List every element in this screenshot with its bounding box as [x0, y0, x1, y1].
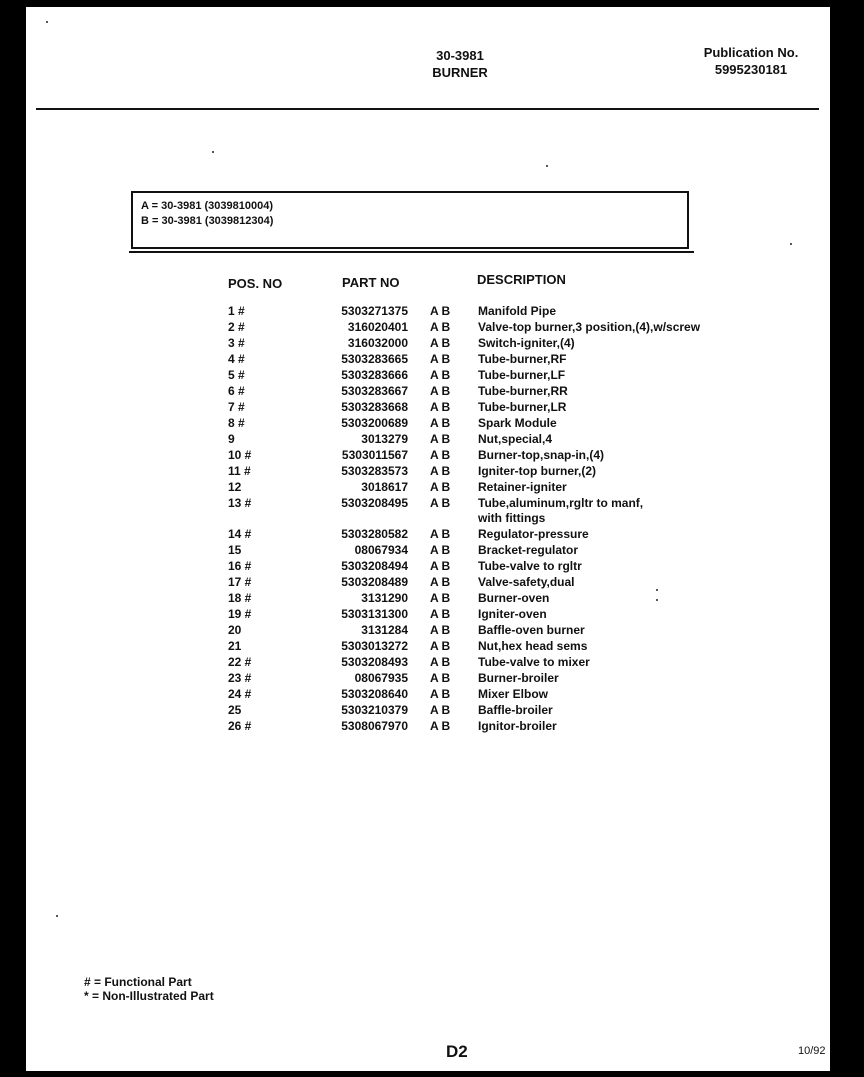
- applicability-cell: A B: [430, 655, 451, 669]
- applicability-cell: A B: [430, 719, 451, 733]
- description-cell: Baffle-broiler: [478, 703, 553, 717]
- legend-non-illustrated: * = Non-Illustrated Part: [84, 989, 214, 1003]
- description-cell: Tube,aluminum,rgltr to manf,: [478, 496, 644, 510]
- applicability-cell: A B: [430, 575, 451, 589]
- pos-cell: 13 #: [228, 496, 252, 510]
- applicability-cell: A B: [430, 352, 451, 366]
- scan-speck: [56, 915, 58, 917]
- description-cell: Burner-broiler: [478, 671, 559, 685]
- applicability-cell: A B: [430, 480, 451, 494]
- description-cell: Nut,hex head sems: [478, 639, 588, 653]
- applicability-cell: A B: [430, 304, 451, 318]
- description-cell: Igniter-oven: [478, 607, 547, 621]
- pos-cell: 23 #: [228, 671, 252, 685]
- model-number: 30-3981: [436, 48, 484, 63]
- scan-speck: [656, 589, 658, 591]
- pos-cell: 2 #: [228, 320, 245, 334]
- part-number-cell: 5303208640: [341, 687, 408, 701]
- description-cell: Burner-oven: [478, 591, 550, 605]
- pos-cell: 9: [228, 432, 235, 446]
- description-column-header: DESCRIPTION: [477, 272, 566, 287]
- applicability-cell: A B: [430, 591, 451, 605]
- part-number-cell: 08067934: [354, 543, 408, 557]
- scan-speck: [546, 165, 548, 167]
- description-cell: Tube-burner,LF: [478, 368, 566, 382]
- applicability-cell: A B: [430, 400, 451, 414]
- applicability-cell: A B: [430, 432, 451, 446]
- part-number-cell: 3131284: [361, 623, 408, 637]
- pos-cell: 24 #: [228, 687, 252, 701]
- applicability-cell: A B: [430, 687, 451, 701]
- pos-cell: 6 #: [228, 384, 245, 398]
- description-cell: Valve-safety,dual: [478, 575, 575, 589]
- page-number: D2: [446, 1042, 468, 1061]
- applicability-cell: A B: [430, 527, 451, 541]
- part-number-cell: 5308067970: [341, 719, 408, 733]
- variant-b: B = 30-3981 (3039812304): [141, 215, 274, 227]
- part-number-cell: 5303271375: [341, 304, 408, 318]
- part-number-cell: 316032000: [347, 336, 408, 350]
- variant-box-underline: [129, 251, 694, 253]
- description-cell: with fittings: [478, 511, 546, 525]
- description-cell: Bracket-regulator: [478, 543, 579, 557]
- part-number-cell: 5303208494: [341, 559, 408, 573]
- part-number-cell: 3018617: [361, 480, 408, 494]
- parts-list-page: [26, 7, 830, 1071]
- pos-cell: 17 #: [228, 575, 252, 589]
- pos-cell: 15: [228, 543, 242, 557]
- applicability-cell: A B: [430, 416, 451, 430]
- scan-speck: [790, 243, 792, 245]
- part-number-cell: 3131290: [361, 591, 408, 605]
- pos-cell: 14 #: [228, 527, 252, 541]
- pos-cell: 16 #: [228, 559, 252, 573]
- description-cell: Baffle-oven burner: [478, 623, 585, 637]
- applicability-cell: A B: [430, 607, 451, 621]
- part-column-header: PART NO: [342, 275, 400, 290]
- pos-cell: 1 #: [228, 304, 245, 318]
- section-title: BURNER: [432, 65, 488, 80]
- pos-cell: 8 #: [228, 416, 245, 430]
- applicability-cell: A B: [430, 703, 451, 717]
- variant-box: [131, 191, 689, 249]
- publication-block: [696, 44, 806, 78]
- applicability-cell: A B: [430, 559, 451, 573]
- pos-cell: 22 #: [228, 655, 252, 669]
- description-cell: Tube-burner,LR: [478, 400, 567, 414]
- part-number-cell: 5303200689: [341, 416, 408, 430]
- part-number-cell: 5303208493: [341, 655, 408, 669]
- description-cell: Switch-igniter,(4): [478, 336, 575, 350]
- pos-cell: 21: [228, 639, 242, 653]
- pos-cell: 11 #: [228, 464, 251, 478]
- scan-speck: [656, 599, 658, 601]
- applicability-cell: A B: [430, 543, 451, 557]
- description-cell: Retainer-igniter: [478, 480, 567, 494]
- part-number-cell: 5303011567: [341, 448, 408, 462]
- description-cell: Spark Module: [478, 416, 557, 430]
- part-number-cell: 5303208495: [341, 496, 408, 510]
- description-cell: Tube-burner,RR: [478, 384, 568, 398]
- revision-date: 10/92: [798, 1045, 826, 1057]
- description-cell: Ignitor-broiler: [478, 719, 557, 733]
- pos-cell: 10 #: [228, 448, 252, 462]
- applicability-cell: A B: [430, 671, 451, 685]
- description-cell: Manifold Pipe: [478, 304, 556, 318]
- applicability-cell: A B: [430, 336, 451, 350]
- applicability-cell: A B: [430, 464, 451, 478]
- description-cell: Tube-burner,RF: [478, 352, 567, 366]
- description-cell: Burner-top,snap-in,(4): [478, 448, 604, 462]
- pos-cell: 18 #: [228, 591, 252, 605]
- part-number-cell: 5303283668: [341, 400, 408, 414]
- description-cell: Igniter-top burner,(2): [478, 464, 596, 478]
- part-number-cell: 5303283665: [341, 352, 408, 366]
- part-number-cell: 5303283666: [341, 368, 408, 382]
- applicability-cell: A B: [430, 384, 451, 398]
- description-cell: Regulator-pressure: [478, 527, 589, 541]
- pos-cell: 12: [228, 480, 242, 494]
- part-number-cell: 5303280582: [341, 527, 408, 541]
- part-number-cell: 5303210379: [341, 703, 408, 717]
- pos-cell: 4 #: [228, 352, 245, 366]
- part-number-cell: 5303283573: [341, 464, 408, 478]
- legend: [84, 975, 214, 1003]
- part-number-cell: 5303131300: [341, 607, 408, 621]
- variant-a: A = 30-3981 (3039810004): [141, 200, 273, 212]
- applicability-cell: A B: [430, 368, 451, 382]
- pos-cell: 20: [228, 623, 242, 637]
- publication-number: 5995230181: [714, 62, 788, 77]
- part-number-cell: 08067935: [354, 671, 408, 685]
- pos-cell: 7 #: [228, 400, 245, 414]
- applicability-cell: A B: [430, 623, 451, 637]
- description-cell: Tube-valve to mixer: [478, 655, 590, 669]
- header-rule: [36, 108, 819, 110]
- part-number-cell: 5303208489: [341, 575, 408, 589]
- description-cell: Valve-top burner,3 position,(4),w/screw: [478, 320, 701, 334]
- description-cell: Tube-valve to rgltr: [478, 559, 582, 573]
- pos-cell: 3 #: [228, 336, 245, 350]
- applicability-cell: A B: [430, 496, 451, 510]
- pos-column-header: POS. NO: [228, 276, 283, 291]
- pos-cell: 5 #: [228, 368, 245, 382]
- part-number-cell: 5303283667: [341, 384, 408, 398]
- legend-functional: # = Functional Part: [84, 975, 192, 989]
- applicability-cell: A B: [430, 320, 451, 334]
- pos-cell: 25: [228, 703, 242, 717]
- publication-label: Publication No.: [703, 45, 799, 60]
- scan-speck: [212, 151, 214, 153]
- pos-cell: 19 #: [228, 607, 252, 621]
- description-cell: Mixer Elbow: [478, 687, 549, 701]
- scan-speck: [46, 21, 48, 23]
- description-cell: Nut,special,4: [478, 432, 553, 446]
- part-number-cell: 316020401: [347, 320, 408, 334]
- pos-cell: 26 #: [228, 719, 252, 733]
- part-number-cell: 3013279: [361, 432, 408, 446]
- applicability-cell: A B: [430, 448, 451, 462]
- model-header: [430, 47, 490, 81]
- applicability-cell: A B: [430, 639, 451, 653]
- part-number-cell: 5303013272: [341, 639, 408, 653]
